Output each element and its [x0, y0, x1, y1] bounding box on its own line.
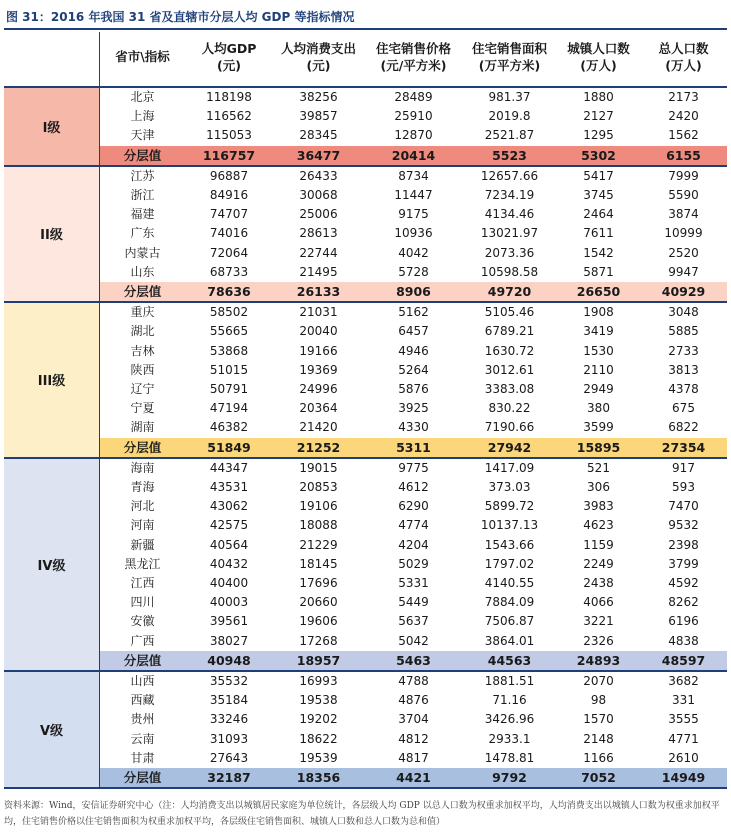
column-header-name: 人均GDP — [201, 41, 257, 56]
data-cell: 20660 — [299, 595, 338, 610]
data-cell: 5876 — [398, 382, 429, 396]
figure-title: 图 31：2016 年我国 31 省及直辖市分层人均 GDP 等指标情况 — [6, 10, 355, 24]
data-cell: 4876 — [398, 693, 429, 708]
data-cell: 2420 — [668, 109, 699, 124]
tier-summary-value: 40929 — [640, 282, 727, 301]
data-cell: 40564 — [209, 537, 249, 552]
tier-summary-value: 48597 — [640, 651, 727, 670]
column-header — [186, 32, 272, 87]
data-cell: 3864.01 — [484, 633, 535, 648]
tier-summary-value: 4421 — [365, 768, 462, 787]
indicator-table — [4, 32, 727, 795]
tier-label: IV级 — [4, 459, 99, 670]
data-cell: 98 — [590, 693, 607, 708]
data-cell: 38027 — [209, 633, 249, 648]
province-name: 黑龙江 — [124, 556, 161, 571]
column-header — [462, 32, 557, 87]
data-cell: 4042 — [398, 245, 429, 260]
data-cell: 7611 — [583, 226, 614, 241]
data-cell: 4946 — [398, 343, 429, 358]
data-cell: 7884.09 — [484, 595, 535, 610]
data-cell: 116562 — [206, 109, 252, 124]
data-cell: 8734 — [398, 168, 429, 183]
data-cell: 58502 — [209, 305, 249, 320]
data-cell: 8262 — [668, 595, 699, 610]
data-cell: 53868 — [209, 343, 249, 358]
data-cell: 3925 — [398, 401, 429, 416]
data-cell: 20364 — [299, 401, 338, 416]
data-cell: 68733 — [209, 264, 249, 279]
data-cell: 115053 — [206, 128, 252, 143]
data-cell: 33246 — [209, 712, 249, 727]
tier-summary-value: 6155 — [640, 146, 727, 165]
column-header-unit: (万平方米) — [478, 58, 541, 73]
data-cell: 1530 — [583, 343, 614, 358]
data-cell: 118198 — [206, 90, 252, 104]
data-cell: 373.03 — [488, 480, 531, 494]
data-cell: 4623 — [583, 518, 614, 533]
province-name: 陕西 — [130, 362, 155, 377]
data-cell: 30068 — [299, 188, 338, 202]
data-cell: 18145 — [299, 556, 338, 571]
tier-summary-value: 51849 — [186, 438, 272, 457]
data-cell: 46382 — [209, 420, 249, 435]
column-header-name: 城镇人口数 — [567, 41, 630, 56]
data-cell: 5029 — [398, 556, 429, 571]
tier-summary-value: 32187 — [186, 768, 272, 787]
data-cell: 40400 — [209, 576, 249, 590]
data-cell: 2249 — [583, 556, 614, 571]
data-cell: 5264 — [398, 362, 429, 377]
data-cell: 4592 — [668, 576, 699, 590]
data-cell: 9947 — [668, 264, 699, 279]
data-cell: 5162 — [398, 305, 429, 320]
data-cell: 4330 — [398, 420, 429, 435]
data-cell: 7190.66 — [484, 420, 535, 435]
province-name: 青海 — [130, 480, 155, 494]
data-cell: 3419 — [583, 324, 614, 339]
data-cell: 21031 — [299, 305, 338, 320]
tier-summary-value: 9792 — [462, 768, 557, 787]
data-cell: 10598.58 — [480, 264, 539, 279]
tier-separator — [4, 787, 727, 789]
data-cell: 9175 — [398, 207, 429, 222]
tier-summary-value: 5463 — [365, 651, 462, 670]
province-name: 甘肃 — [130, 750, 155, 765]
data-cell: 38256 — [299, 90, 338, 104]
province-name: 辽宁 — [130, 382, 155, 396]
province-name: 浙江 — [130, 188, 155, 202]
province-name: 湖南 — [130, 420, 155, 435]
data-cell: 3704 — [398, 712, 429, 727]
data-cell: 47194 — [209, 401, 249, 416]
data-cell: 306 — [587, 480, 610, 494]
data-cell: 5728 — [398, 264, 429, 279]
data-cell: 2070 — [583, 674, 614, 688]
data-cell: 5885 — [668, 324, 699, 339]
province-name: 海南 — [130, 460, 155, 475]
data-cell: 19015 — [299, 460, 338, 475]
data-cell: 7506.87 — [484, 614, 535, 629]
data-cell: 44347 — [209, 460, 249, 475]
data-cell: 5899.72 — [484, 499, 535, 514]
data-cell: 25910 — [394, 109, 433, 124]
data-cell: 28613 — [299, 226, 338, 241]
province-name: 新疆 — [130, 537, 155, 552]
tier-summary-value: 5302 — [557, 146, 640, 165]
data-cell: 55665 — [209, 324, 249, 339]
column-header-name: 省市\指标 — [115, 49, 170, 64]
data-cell: 27643 — [209, 750, 249, 765]
data-cell: 1542 — [583, 245, 614, 260]
province-name: 河北 — [130, 499, 155, 514]
tier-summary-value: 36477 — [272, 146, 365, 165]
column-header-unit: (元/平方米) — [380, 58, 447, 73]
data-cell: 5105.46 — [484, 305, 535, 320]
data-cell: 3048 — [668, 305, 699, 320]
data-cell: 17696 — [299, 576, 338, 590]
data-cell: 2110 — [583, 362, 614, 377]
tier-label: I级 — [4, 88, 99, 165]
data-cell: 13021.97 — [480, 226, 539, 241]
column-header — [99, 32, 186, 87]
tier-summary-label: 分层值 — [99, 282, 186, 301]
tier-summary-value: 18356 — [272, 768, 365, 787]
data-cell: 19106 — [299, 499, 338, 514]
tier-summary-value: 21252 — [272, 438, 365, 457]
province-name: 云南 — [130, 731, 155, 746]
tier-summary-value: 26133 — [272, 282, 365, 301]
data-cell: 1478.81 — [484, 750, 535, 765]
data-cell: 18622 — [299, 731, 338, 746]
province-name: 内蒙古 — [124, 245, 161, 260]
data-cell: 2148 — [583, 731, 614, 746]
data-cell: 5331 — [398, 576, 429, 590]
data-cell: 830.22 — [488, 401, 531, 416]
data-cell: 2173 — [668, 90, 699, 104]
province-name: 江苏 — [130, 168, 155, 183]
data-cell: 3745 — [583, 188, 614, 202]
province-name: 山西 — [130, 674, 155, 688]
data-cell: 6196 — [668, 614, 699, 629]
province-name: 重庆 — [130, 305, 155, 320]
data-cell: 4204 — [398, 537, 429, 552]
data-cell: 1295 — [583, 128, 614, 143]
data-cell: 2464 — [583, 207, 614, 222]
data-cell: 42575 — [209, 518, 249, 533]
data-cell: 3983 — [583, 499, 614, 514]
province-name: 四川 — [130, 595, 155, 610]
data-cell: 4774 — [398, 518, 429, 533]
data-cell: 5042 — [398, 633, 429, 648]
tier-column-rule — [99, 32, 100, 789]
data-cell: 12870 — [394, 128, 433, 143]
data-cell: 43531 — [209, 480, 249, 494]
data-cell: 593 — [672, 480, 695, 494]
data-cell: 5449 — [398, 595, 429, 610]
province-name: 贵州 — [130, 712, 155, 727]
data-cell: 1881.51 — [484, 674, 535, 688]
data-cell: 19202 — [299, 712, 338, 727]
tier-summary-value: 7052 — [557, 768, 640, 787]
tier-summary-value: 14949 — [640, 768, 727, 787]
data-cell: 6290 — [398, 499, 429, 514]
data-cell: 2398 — [668, 537, 699, 552]
tier-summary-value: 116757 — [186, 146, 272, 165]
data-cell: 3682 — [668, 674, 699, 688]
data-cell: 3813 — [668, 362, 699, 377]
data-cell: 5871 — [583, 264, 614, 279]
data-cell: 2610 — [668, 750, 699, 765]
data-cell: 5637 — [398, 614, 429, 629]
column-header — [272, 32, 365, 87]
column-header-unit: (万人) — [580, 58, 617, 73]
province-name: 北京 — [130, 90, 155, 104]
tier-summary-value: 5311 — [365, 438, 462, 457]
data-cell: 25006 — [299, 207, 338, 222]
data-cell: 20853 — [299, 480, 338, 494]
data-cell: 10936 — [394, 226, 433, 241]
data-cell: 1630.72 — [484, 343, 535, 358]
data-cell: 4066 — [583, 595, 614, 610]
data-cell: 74016 — [209, 226, 249, 241]
data-cell: 2127 — [583, 109, 614, 124]
tier-label: V级 — [4, 672, 99, 787]
tier-summary-value: 40948 — [186, 651, 272, 670]
column-header-unit: (元) — [306, 58, 331, 73]
data-cell: 675 — [672, 401, 695, 416]
data-cell: 4788 — [398, 674, 429, 688]
data-cell: 6789.21 — [484, 324, 535, 339]
tier-summary-value: 49720 — [462, 282, 557, 301]
data-cell: 7234.19 — [484, 188, 535, 202]
data-cell: 26433 — [299, 168, 338, 183]
data-cell: 17268 — [299, 633, 338, 648]
figure-title-bar — [4, 6, 727, 30]
province-name: 天津 — [130, 128, 155, 143]
province-name: 山东 — [130, 264, 155, 279]
data-cell: 3874 — [668, 207, 699, 222]
data-cell: 11447 — [394, 188, 433, 202]
tier-label: III级 — [4, 303, 99, 457]
column-header-name: 总人口数 — [658, 41, 709, 56]
data-cell: 1562 — [668, 128, 699, 143]
province-name: 上海 — [130, 109, 155, 124]
tier-summary-value: 27354 — [640, 438, 727, 457]
data-cell: 22744 — [299, 245, 338, 260]
data-cell: 28345 — [299, 128, 338, 143]
data-cell: 19606 — [299, 614, 338, 629]
data-cell: 50791 — [209, 382, 249, 396]
data-cell: 40003 — [209, 595, 249, 610]
data-cell: 2073.36 — [484, 245, 535, 260]
province-name: 安徽 — [130, 614, 155, 629]
column-header-name: 人均消费支出 — [280, 41, 356, 56]
data-cell: 331 — [672, 693, 695, 708]
data-cell: 84916 — [209, 188, 249, 202]
data-cell: 1166 — [583, 750, 614, 765]
data-cell: 19539 — [299, 750, 338, 765]
data-cell: 917 — [672, 460, 695, 475]
data-cell: 7999 — [668, 168, 699, 183]
data-cell: 2733 — [668, 343, 699, 358]
tier-summary-value: 18957 — [272, 651, 365, 670]
data-cell: 31093 — [209, 731, 249, 746]
data-cell: 1908 — [583, 305, 614, 320]
data-cell: 9775 — [398, 460, 429, 475]
data-cell: 380 — [587, 401, 610, 416]
data-cell: 12657.66 — [480, 168, 539, 183]
tier-summary-value: 26650 — [557, 282, 640, 301]
data-cell: 20040 — [299, 324, 338, 339]
data-cell: 21420 — [299, 420, 338, 435]
data-cell: 4817 — [398, 750, 429, 765]
data-cell: 3012.61 — [484, 362, 535, 377]
data-cell: 1417.09 — [484, 460, 535, 475]
column-header — [365, 32, 462, 87]
data-cell: 1159 — [583, 537, 614, 552]
data-cell: 1797.02 — [484, 556, 535, 571]
data-cell: 2438 — [583, 576, 614, 590]
data-cell: 35532 — [209, 674, 249, 688]
tier-summary-value: 24893 — [557, 651, 640, 670]
data-cell: 10999 — [664, 226, 703, 241]
data-cell: 2949 — [583, 382, 614, 396]
province-name: 广西 — [130, 633, 155, 648]
data-cell: 35184 — [209, 693, 249, 708]
column-header — [640, 32, 727, 87]
data-cell: 4771 — [668, 731, 699, 746]
data-cell: 4612 — [398, 480, 429, 494]
data-cell: 3383.08 — [484, 382, 535, 396]
tier-label: II级 — [4, 167, 99, 301]
data-cell: 39857 — [299, 109, 338, 124]
data-cell: 18088 — [299, 518, 338, 533]
data-cell: 72064 — [209, 245, 249, 260]
data-cell: 4378 — [668, 382, 699, 396]
data-cell: 40432 — [209, 556, 249, 571]
data-cell: 2521.87 — [484, 128, 535, 143]
data-cell: 6822 — [668, 420, 699, 435]
data-cell: 71.16 — [492, 693, 527, 708]
data-cell: 24996 — [299, 382, 338, 396]
province-name: 广东 — [130, 226, 155, 241]
data-cell: 4134.46 — [484, 207, 535, 222]
data-cell: 3799 — [668, 556, 699, 571]
data-cell: 521 — [587, 460, 610, 475]
data-cell: 9532 — [668, 518, 699, 533]
data-cell: 4838 — [668, 633, 699, 648]
source-note: 资料来源：Wind，安信证券研究中心（注：人均消费支出以城镇居民家庭为单位统计，各层级人均 GDP 以总人口数为权重求加权平均，人均消费支出以城镇人口数为权重求加权平均，住宅销售价格以住宅销售面积为权重求加权平均，各层级住宅销售面积、城镇人口数和总人口数为总和值） — [4, 801, 720, 827]
data-cell: 4812 — [398, 731, 429, 746]
data-cell: 51015 — [209, 362, 249, 377]
data-cell: 19369 — [299, 362, 338, 377]
tier-summary-value: 44563 — [462, 651, 557, 670]
column-header — [557, 32, 640, 87]
column-header-unit: (元) — [217, 58, 241, 73]
tier-summary-label: 分层值 — [99, 146, 186, 165]
data-cell: 96887 — [209, 168, 249, 183]
data-cell: 19166 — [299, 343, 338, 358]
province-name: 西藏 — [130, 693, 155, 708]
column-header-name: 住宅销售面积 — [471, 41, 547, 56]
column-header-name: 住宅销售价格 — [375, 41, 451, 56]
tier-summary-label: 分层值 — [99, 768, 186, 787]
data-cell: 21229 — [299, 537, 338, 552]
tier-summary-label: 分层值 — [99, 651, 186, 670]
data-cell: 3555 — [668, 712, 699, 727]
province-name: 河南 — [130, 518, 155, 533]
tier-summary-value: 15895 — [557, 438, 640, 457]
data-cell: 43062 — [209, 499, 249, 514]
data-cell: 28489 — [394, 90, 433, 104]
data-cell: 2019.8 — [488, 109, 531, 124]
province-name: 福建 — [130, 207, 155, 222]
data-cell: 5590 — [668, 188, 699, 202]
data-cell: 21495 — [299, 264, 338, 279]
tier-summary-value: 27942 — [462, 438, 557, 457]
tier-summary-label: 分层值 — [99, 438, 186, 457]
data-cell: 1543.66 — [484, 537, 535, 552]
province-name: 江西 — [130, 576, 155, 590]
tier-summary-value: 20414 — [365, 146, 462, 165]
data-cell: 2326 — [583, 633, 614, 648]
data-cell: 1880 — [583, 90, 614, 104]
data-cell: 2933.1 — [488, 731, 531, 746]
data-cell: 3599 — [583, 420, 614, 435]
province-name: 湖北 — [130, 324, 155, 339]
tier-summary-value: 78636 — [186, 282, 272, 301]
data-cell: 16993 — [299, 674, 338, 688]
data-cell: 5417 — [583, 168, 614, 183]
data-cell: 4140.55 — [484, 576, 535, 590]
data-cell: 6457 — [398, 324, 429, 339]
tier-summary-value: 8906 — [365, 282, 462, 301]
data-cell: 2520 — [668, 245, 699, 260]
tier-summary-value: 5523 — [462, 146, 557, 165]
province-name: 吉林 — [130, 343, 155, 358]
data-cell: 3221 — [583, 614, 614, 629]
data-cell: 39561 — [209, 614, 249, 629]
data-cell: 19538 — [299, 693, 338, 708]
column-header-unit: (万人) — [665, 58, 702, 73]
data-cell: 3426.96 — [484, 712, 535, 727]
province-name: 宁夏 — [130, 401, 155, 416]
data-cell: 981.37 — [488, 90, 531, 104]
data-cell: 1570 — [583, 712, 614, 727]
data-cell: 10137.13 — [480, 518, 539, 533]
data-cell: 74707 — [209, 207, 249, 222]
data-cell: 7470 — [668, 499, 699, 514]
